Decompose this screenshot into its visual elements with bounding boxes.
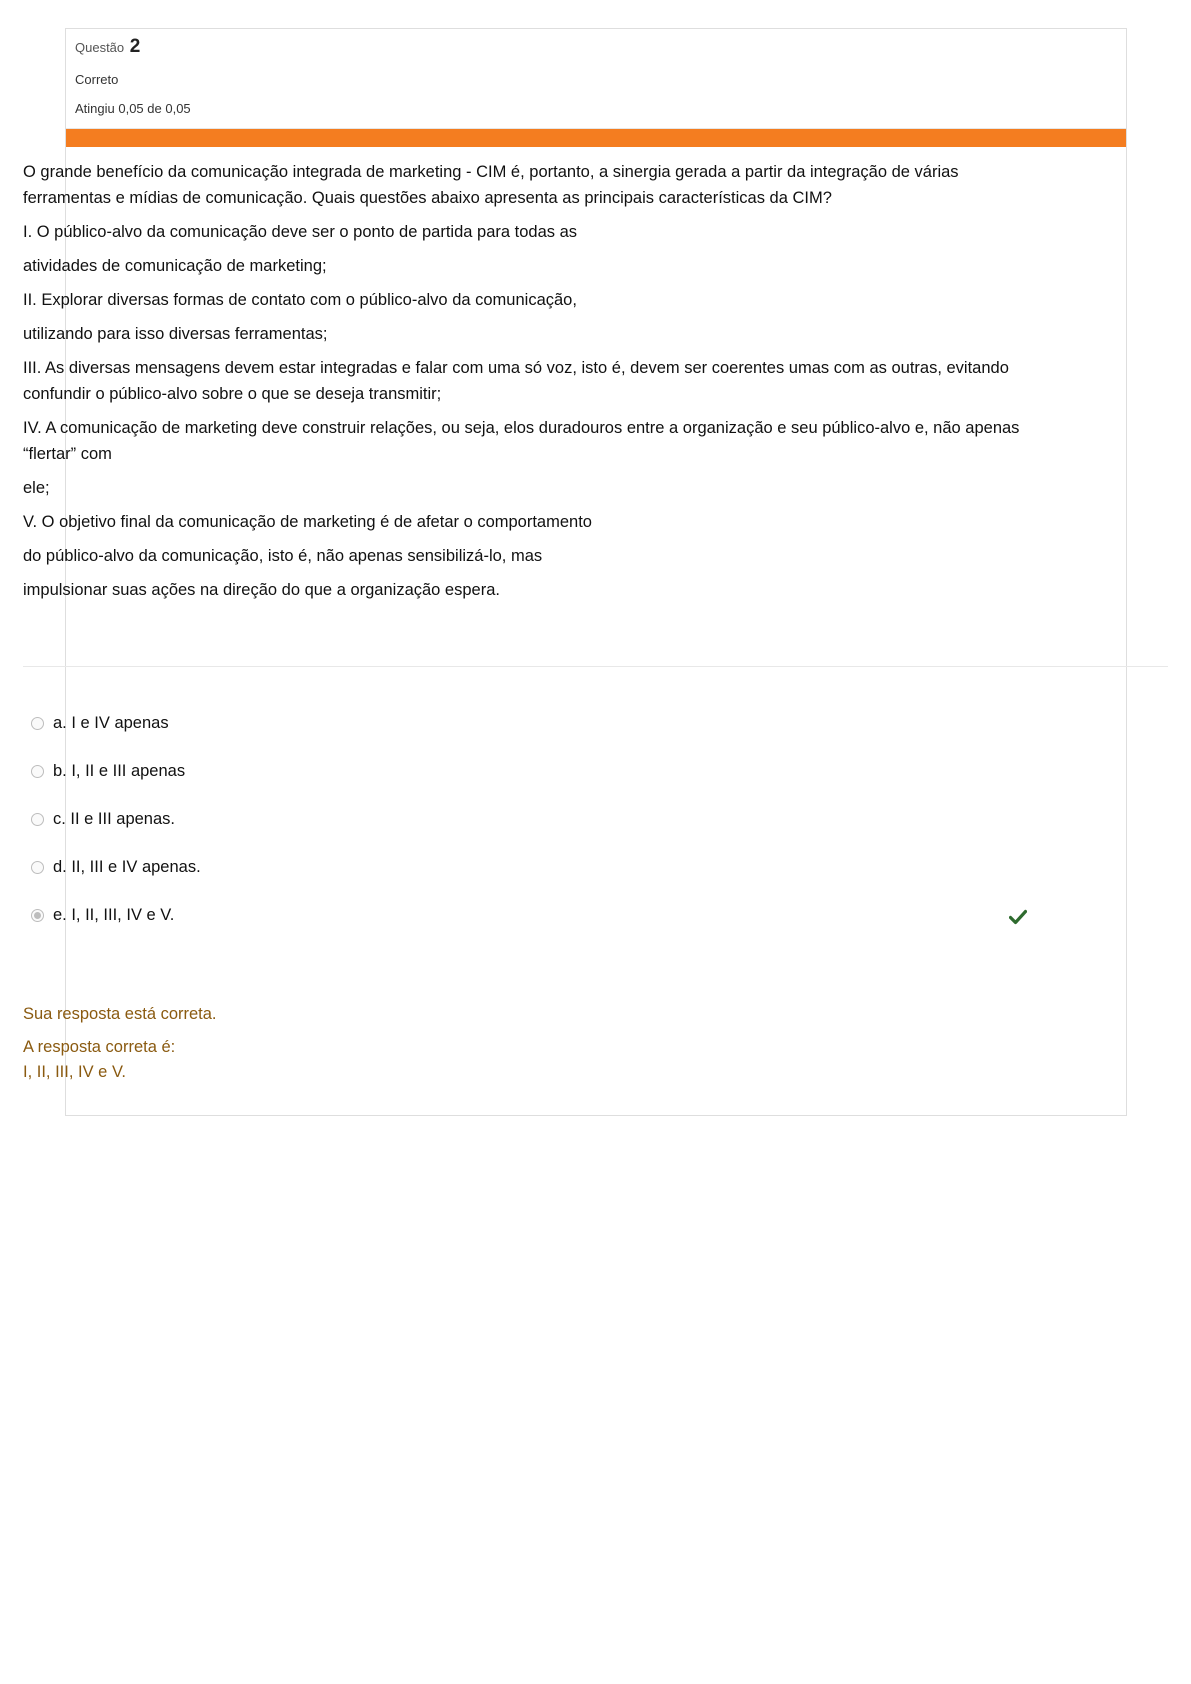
question-text: [23, 159, 1033, 611]
answer-divider: [23, 666, 1168, 667]
question-paragraph: impulsionar suas ações na direção do que a organização espera.: [23, 581, 500, 599]
checkmark-icon: [1009, 909, 1027, 925]
question-paragraph: V. O objetivo final da comunicação de marketing é de afetar o comportamento: [23, 513, 592, 531]
question-grade: Atingiu 0,05 de 0,05: [75, 101, 191, 116]
question-paragraph: do público-alvo da comunicação, isto é, não apenas sensibilizá-lo, mas: [23, 547, 543, 565]
question-paragraph: I. O público-alvo da comunicação deve ser o ponto de partida para todas as: [23, 223, 578, 241]
feedback: [23, 1002, 1023, 1085]
answer-label-b: b. I, II e III apenas: [53, 762, 186, 780]
answer-option-c[interactable]: [31, 808, 1031, 856]
feedback-correct-label: A resposta correta é:: [23, 1038, 176, 1056]
question-paragraph: IV. A comunicação de marketing deve construir relações, ou seja, elos duradouros entre a organização e seu público-alvo e, não apenas “flertar” com: [23, 419, 1020, 463]
question-info: [66, 29, 1126, 129]
answer-option-b[interactable]: [31, 760, 1031, 808]
question-paragraph: atividades de comunicação de marketing;: [23, 257, 327, 275]
accent-bar: [66, 129, 1126, 147]
answer-label-c: c. II e III apenas.: [53, 810, 175, 828]
question-label: Questão: [75, 40, 125, 55]
question-paragraph: utilizando para isso diversas ferramentas;: [23, 325, 328, 343]
question-paragraph: O grande benefício da comunicação integrada de marketing - CIM é, portanto, a sinergia gerada a partir da integração de várias ferramentas e mídias de comunicação. Quais questões abaixo apresenta as principais características da CIM?: [23, 163, 959, 207]
answer-option-d[interactable]: [31, 856, 1031, 904]
answer-label-a: a. I e IV apenas: [53, 714, 169, 732]
feedback-correct-answer: I, II, III, IV e V.: [23, 1063, 127, 1081]
answer-radio-c[interactable]: [31, 813, 44, 826]
answer-label-d: d. II, III e IV apenas.: [53, 858, 201, 876]
answer-option-a[interactable]: [31, 712, 1031, 760]
question-state: Correto: [75, 72, 119, 87]
answer-radio-d[interactable]: [31, 861, 44, 874]
answer-radio-a[interactable]: [31, 717, 44, 730]
answer-label-e: e. I, II, III, IV e V.: [53, 906, 175, 924]
answer-option-e[interactable]: [31, 904, 1031, 952]
answer-radio-e[interactable]: [31, 909, 44, 922]
feedback-result: Sua resposta está correta.: [23, 1005, 217, 1023]
question-paragraph: II. Explorar diversas formas de contato com o público-alvo da comunicação,: [23, 291, 577, 309]
question-number-label: [75, 36, 140, 58]
answer-radio-b[interactable]: [31, 765, 44, 778]
question-number: 2: [129, 36, 141, 57]
question-paragraph: ele;: [23, 479, 50, 497]
answer-list: [31, 712, 1031, 952]
question-paragraph: III. As diversas mensagens devem estar integradas e falar com uma só voz, isto é, devem ser coerentes umas com as outras, evitando confundir o público-alvo sobre o que se deseja transmitir;: [23, 359, 1009, 403]
